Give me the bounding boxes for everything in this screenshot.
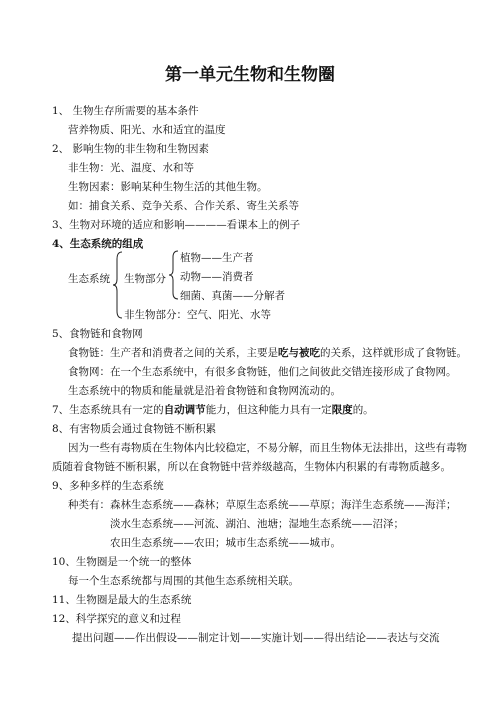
ecosystem-root-label: 生态系统 bbox=[68, 273, 110, 285]
section-2-line-2: 生物因素：影响某种生物生活的其他生物。 bbox=[68, 181, 268, 193]
s7-text-a: 7、生态系统具有一定的 bbox=[52, 404, 164, 416]
s7-text-e: 的。 bbox=[352, 404, 374, 416]
abiotic-part-label: 非生物部分：空气、阳光、水等 bbox=[124, 309, 271, 321]
section-8-line-1: 因为一些有毒物质在生物体内比较稳定，不易分解，而且生物体无法排出，这些有毒物 bbox=[68, 442, 467, 454]
section-8-heading: 8、有害物质会通过食物链不断积累 bbox=[52, 423, 217, 435]
section-2-heading: 2、 影响生物的非生物和生物因素 bbox=[52, 143, 210, 155]
s7-emphasis-self-regulation: 自动调节 bbox=[163, 404, 206, 416]
s7-emphasis-limit: 限度 bbox=[331, 404, 353, 416]
ecosystem-types-line-1: 种类有：森林生态系统——森林；草原生态系统——草原；海洋生态系统——海洋； bbox=[68, 499, 457, 511]
section-10-body: 每一个生态系统都与周围的其他生态系统相关联。 bbox=[68, 575, 299, 587]
section-7-heading bbox=[52, 403, 374, 417]
food-chain-emphasis: 吃与被吃 bbox=[278, 347, 320, 359]
section-2-line-3: 如：捕食关系、竞争关系、合作关系、寄生关系等 bbox=[68, 200, 299, 212]
ecosystem-types-line-2: 淡水生态系统——河流、湖泊、池塘；湿地生态系统——沼泽； bbox=[110, 518, 404, 530]
section-8-line-2: 质随着食物链不断积累，所以在食物链中营养级越高，生物体内积累的有毒物质越多。 bbox=[52, 461, 451, 473]
s7-text-c: 能力，但这种能力具有一定 bbox=[205, 404, 332, 416]
energy-flow-note: 生态系统中的物质和能量就是沿着食物链和食物网流动的。 bbox=[68, 385, 341, 397]
section-3-heading: 3、生物对环境的适应和影响————看课本上的例子 bbox=[52, 219, 301, 231]
biotic-inner-brace bbox=[168, 250, 180, 300]
section-11-heading: 11、生物圈是最大的生态系统 bbox=[52, 594, 192, 606]
section-9-heading: 9、多种多样的生态系统 bbox=[52, 480, 164, 492]
section-1-body: 营养物质、阳光、水和适宜的温度 bbox=[68, 124, 226, 136]
ecosystem-outer-brace bbox=[112, 251, 124, 319]
ecosystem-types-line-3: 农田生态系统——农田；城市生态系统——城市。 bbox=[110, 537, 341, 549]
food-chain-text-c: 的关系，这样就形成了食物链。 bbox=[320, 347, 467, 359]
section-12-heading: 12、科学探究的意义和过程 bbox=[52, 613, 181, 625]
section-10-heading: 10、生物圈是一个统一的整体 bbox=[52, 556, 192, 568]
section-12-body: 提出问题——作出假设——制定计划——实施计划——得出结论——表达与交流 bbox=[72, 632, 440, 644]
animal-consumer-item: 动物——消费者 bbox=[180, 271, 254, 283]
section-5-heading: 5、食物链和食物网 bbox=[52, 328, 143, 340]
biotic-part-label: 生物部分 bbox=[124, 273, 166, 285]
food-chain-text-a: 食物链：生产者和消费者之间的关系，主要是 bbox=[68, 347, 278, 359]
decomposer-item: 细菌、真菌——分解者 bbox=[180, 290, 285, 302]
plant-producer-item: 植物——生产者 bbox=[180, 252, 254, 264]
section-4-heading: 4、生态系统的组成 bbox=[52, 238, 144, 250]
food-web-definition: 食物网：在一个生态系统中，有很多食物链，他们之间彼此交错连接形成了食物网。 bbox=[68, 366, 457, 378]
food-chain-definition bbox=[68, 346, 467, 360]
section-2-line-1: 非生物：光、温度、水和等 bbox=[68, 162, 194, 174]
section-1-heading: 1、 生物生存所需要的基本条件 bbox=[52, 105, 199, 117]
page-title: 第一单元生物和生物圈 bbox=[165, 65, 335, 85]
